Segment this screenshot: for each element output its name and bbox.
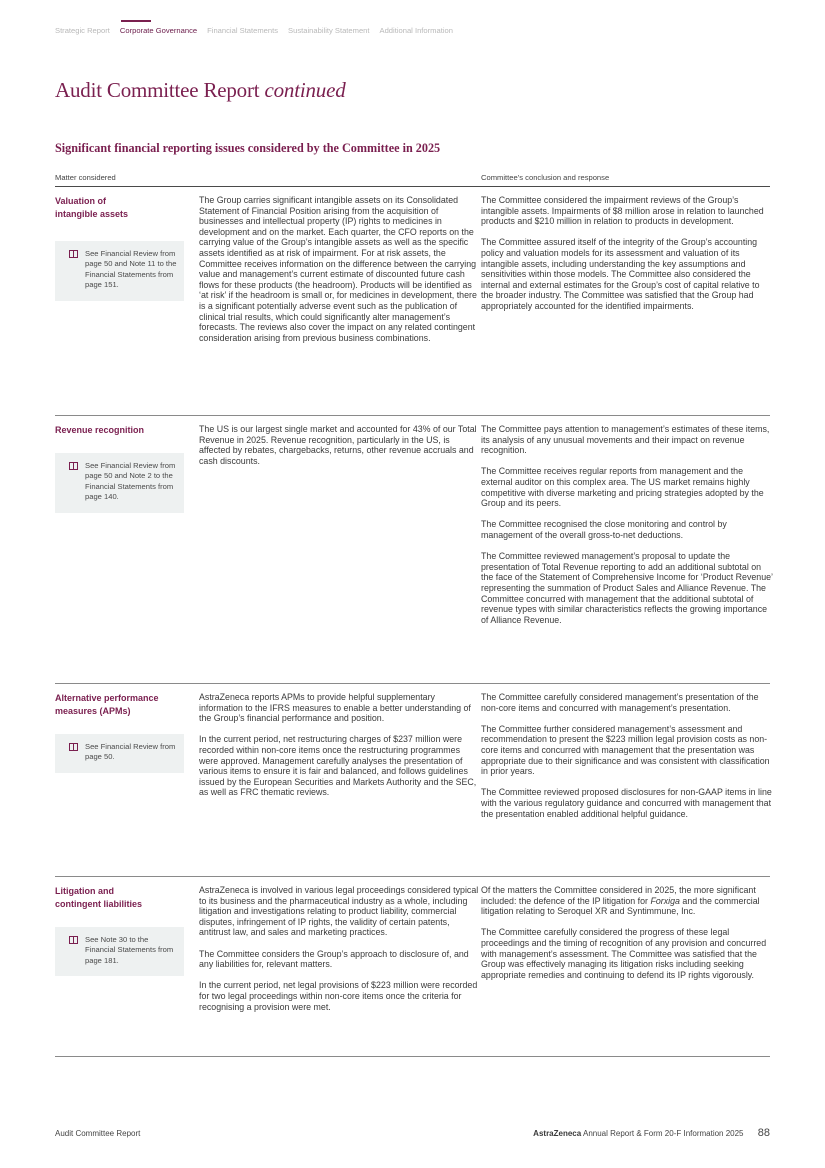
description-paragraph: AstraZeneca is involved in various legal proceedings considered typical to its business and the pharmaceutical industry as a whole, including litigation and investigations relating to product liability, commercial disputes, infringement of IP rights, the validity of certain patents, antitrust law, and sales and marketing practices.: [199, 885, 479, 938]
description-paragraph: The Committee considers the Group’s approach to disclosure of, and any liabilities for, relevant matters.: [199, 948, 469, 970]
committee-response: [481, 195, 773, 312]
response-paragraph: The Committee carefully considered management’s presentation of the non-core items and concurred with management’s presentation.: [481, 692, 759, 713]
book-icon: [69, 743, 78, 751]
reference-box: [55, 453, 184, 513]
response-paragraph: Of the matters the Committee considered in 2025, the more significant included: the defence of the IP litigation for Forxiga and the commercial litigation relating to Seroquel XR and Syntimmune, Inc.: [481, 885, 760, 917]
response-paragraph: The Committee further considered management’s assessment and recommendation to present the $223 million legal provision costs as non-core items and concurred with management that the presentation was appropriate due to their significance and was consistent with classification in prior years.: [481, 723, 770, 777]
response-paragraph: The Committee carefully considered the progress of these legal proceedings and the timing of recognition of any provision and concurred with management’s assessment. The Committee was satisfied that the Group was effectively managing its litigation risks including seeking appropriate remedies and continuing to defend its IP rights vigorously.: [481, 927, 767, 980]
page-title-main: Audit Committee Report: [55, 78, 260, 102]
matter-description: [199, 692, 479, 798]
reference-text[interactable]: See Financial Review from page 50 and Note 11 to the Financial Statements from page 151.: [85, 249, 177, 290]
response-paragraph: The Committee receives regular reports from management and the external auditor on this complex area. The US market remains highly competitive with diverse marketing and pricing strategies adopted by the Group and its peers.: [481, 466, 764, 509]
matter-title: Litigation and contingent liabilities: [55, 886, 143, 909]
reference-text[interactable]: See Note 30 to the Financial Statements from page 181.: [85, 935, 174, 965]
book-icon: [69, 462, 78, 470]
reference-box: [55, 241, 184, 301]
response-paragraph: The Committee assured itself of the integrity of the Group’s accounting policy and valuation models for its assessment and valuation of its intangible assets, including understanding the key assumptions and sensitivities within those models. The Committee also considered the internal and external estimates for the Group’s cost of capital relative to the broader industry. The Committee was satisfied that the Group had appropriately accounted for the identified impairments.: [481, 237, 760, 311]
matter-description: [199, 195, 479, 343]
matter-title: Valuation of intangible assets: [55, 196, 129, 219]
book-icon: [69, 936, 78, 944]
nav-sustainability-statement[interactable]: Sustainability Statement: [288, 26, 370, 35]
reference-text[interactable]: See Financial Review from page 50.: [85, 742, 176, 762]
committee-response: [481, 885, 773, 980]
committee-response: [481, 692, 773, 819]
page-title: [55, 78, 346, 103]
description-paragraph: In the current period, net legal provisions of $223 million were recorded for two legal proceedings within non-core items once the criteria for recognising a provision were met.: [199, 980, 478, 1012]
footer-publication: [533, 1127, 770, 1139]
col-header-matter: Matter considered: [55, 173, 116, 182]
response-paragraph: The Committee reviewed proposed disclosures for non-GAAP items in line with the various regulatory guidance and concurred with management that the presentation enabled additional helpful guidance.: [481, 787, 772, 819]
matter-description: [199, 885, 479, 1012]
matter-description: [199, 424, 479, 466]
description-paragraph: The Group carries significant intangible assets on its Consolidated Statement of Financial Position arising from the acquisition of businesses and intellectual property (IP) rights to medicines in development and on the market. Each quarter, the CFO reports on the carrying value of the Group’s intangible assets as well as the specific assets identified as at risk of impairment. For at risk assets, the Committee receives information on the difference between the carrying value and management’s current estimate of discounted future cash flows for these products (the headroom). Products will be identified as ‘at risk’ if the headroom is small or, for medicines in development, there is a significant potentially adverse event such as the publication of clinical trial results, which could significantly alter management’s forecasts. The reviews also cover the impact on any related contingent consideration arising from previous business combinations.: [199, 195, 477, 343]
nav-financial-statements[interactable]: Financial Statements: [207, 26, 279, 35]
book-icon: [69, 250, 78, 258]
table-row-litigation: [55, 877, 770, 1057]
page-number: 88: [757, 1127, 770, 1139]
nav-additional-information[interactable]: Additional Information: [379, 26, 453, 35]
page-title-suffix: continued: [264, 78, 346, 102]
footer-section-name: Audit Committee Report: [55, 1129, 141, 1138]
footer-document-title: Annual Report & Form 20-F Information 2025: [582, 1129, 744, 1138]
description-paragraph: In the current period, net restructuring charges of $237 million were recorded within non-core items once the restructuring programmes were approved. Management carefully analyses the presentation of various items to ensure it is fair and balanced, and follows guidelines issued by the European Securities and Markets Authority and the SEC, as well as FRC thematic reviews.: [199, 734, 477, 798]
table-row-apms: [55, 684, 770, 877]
section-nav: [55, 20, 463, 35]
matter-title: Revenue recognition: [55, 425, 145, 435]
section-subtitle: Significant financial reporting issues considered by the Committee in 2025: [55, 141, 441, 155]
response-paragraph: The Committee considered the impairment reviews of the Group’s intangible assets. Impairments of $8 million arose in relation to launched products and $210 million in relation to products in development.: [481, 195, 764, 227]
description-paragraph: AstraZeneca reports APMs to provide helpful supplementary information to the IFRS measures to enable a better understanding of the Group’s financial performance and position.: [199, 692, 471, 724]
reference-box: [55, 734, 184, 773]
table-row-intangible-assets: [55, 187, 770, 416]
response-paragraph: The Committee reviewed management’s proposal to update the presentation of Total Revenue reporting to add an additional subtotal on the face of the Statement of Comprehensive Income for ‘Product Revenue’ representing the summation of Product Sales and Alliance Revenue. The Committee concurred with management that the additional subtotal of revenue types with similar characteristics reflects the growing importance of Alliance Revenue.: [481, 551, 773, 625]
description-paragraph: The US is our largest single market and accounted for 43% of our Total Revenue in 2025. Revenue recognition, particularly in the US, is affected by rebates, chargebacks, returns, other revenue accruals and cash discounts.: [199, 424, 477, 466]
nav-corporate-governance[interactable]: Corporate Governance: [120, 20, 197, 35]
footer-brand: AstraZeneca: [533, 1129, 582, 1138]
response-paragraph: The Committee recognised the close monitoring and control by management of the overall gross-to-net deductions.: [481, 519, 727, 540]
reference-text[interactable]: See Financial Review from page 50 and Note 2 to the Financial Statements from page 140.: [85, 461, 176, 502]
committee-response: [481, 424, 773, 625]
nav-strategic-report[interactable]: Strategic Report: [55, 26, 110, 35]
col-header-conclusion: Committee’s conclusion and response: [481, 173, 610, 182]
table-row-revenue-recognition: [55, 416, 773, 684]
response-paragraph: The Committee pays attention to management’s estimates of these items, its analysis of any unusual movements and their impact on revenue recognition.: [481, 424, 770, 456]
matter-title: Alternative performance measures (APMs): [55, 693, 159, 716]
reference-box: [55, 927, 184, 976]
